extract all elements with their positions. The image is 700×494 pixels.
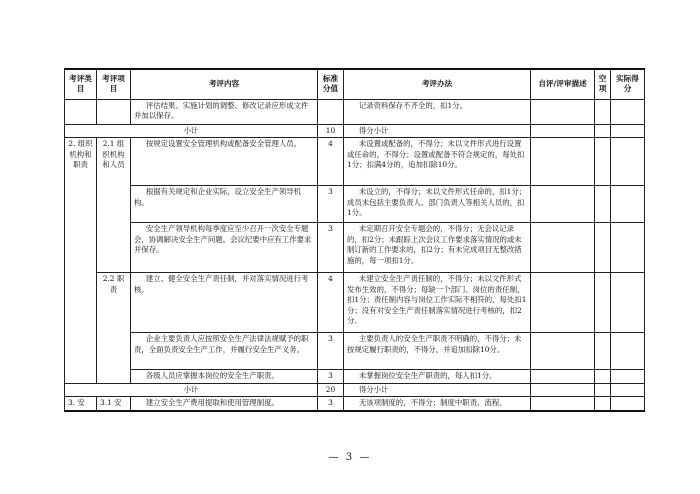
table-row	[65, 99, 645, 124]
score-cell: 3	[318, 397, 344, 411]
method-cell: 无该项制度的，不得分；制度中职责、流程、	[344, 397, 531, 411]
method-cell: 记录资料保存不齐全的，扣1分。	[344, 99, 531, 124]
score-cell: 4	[318, 273, 344, 333]
actual-score-cell	[611, 124, 645, 138]
header-item: 考评项目	[97, 69, 131, 99]
score-cell: 3	[318, 223, 344, 273]
subtotal-row	[65, 124, 645, 138]
actual-score-cell	[611, 397, 645, 411]
empty-cell	[595, 370, 611, 384]
header-category: 考评类目	[65, 69, 97, 99]
category-cell: 3. 安	[65, 397, 97, 411]
evaluation-table	[64, 68, 645, 412]
score-cell: 4	[318, 138, 344, 186]
content-cell: 建立、健全安全生产责任制，并对落实情况进行考核。	[131, 273, 318, 333]
self-evaluation-cell	[531, 370, 595, 384]
actual-score-cell	[611, 273, 645, 333]
item-cell	[97, 99, 131, 124]
empty-cell	[595, 124, 611, 138]
content-cell: 安全生产领导机构每季度应至少召开一次安全专题会，协调解决安全生产问题。会议纪要中应有工作要求并保存。	[131, 223, 318, 273]
self-evaluation-cell	[531, 273, 595, 333]
score-cell: 3	[318, 186, 344, 223]
self-evaluation-cell	[531, 99, 595, 124]
score-cell	[318, 99, 344, 124]
self-evaluation-cell	[531, 138, 595, 186]
empty-cell	[595, 333, 611, 370]
empty-cell	[595, 138, 611, 186]
subtotal-label: 小计	[65, 124, 318, 138]
empty-cell	[595, 223, 611, 273]
subtotal-score: 10	[318, 124, 344, 138]
header-method: 考评办法	[344, 69, 531, 99]
self-evaluation-cell	[531, 333, 595, 370]
category-cell: 2. 组织机构和职责	[65, 138, 97, 384]
method-cell: 未定期召开安全专题会的，不得分；无会议记录的，扣2分；未跟踪上次会议工作要求落实情况的或未制订新的工作要求的，扣2分；有未完成项目无整改措施的，每一项扣1分。	[344, 223, 531, 273]
self-evaluation-cell	[531, 383, 595, 397]
actual-score-cell	[611, 186, 645, 223]
table-row	[65, 397, 645, 411]
method-cell: 未掌握岗位安全生产职责的，每人扣1分。	[344, 370, 531, 384]
actual-score-cell	[611, 99, 645, 124]
table-row	[65, 223, 645, 273]
content-cell: 企业主要负责人应按照安全生产法律法规赋予的职责，全面负责安全生产工作，并履行安全生产义务。	[131, 333, 318, 370]
self-evaluation-cell	[531, 223, 595, 273]
actual-score-cell	[611, 383, 645, 397]
table-row	[65, 138, 645, 186]
header-self-evaluation: 自评/评审描述	[531, 69, 595, 99]
table-header-row	[65, 69, 645, 99]
subtotal-label: 小计	[65, 383, 318, 397]
subtotal-score: 20	[318, 383, 344, 397]
subtotal-row	[65, 383, 645, 397]
actual-score-cell	[611, 223, 645, 273]
table-row	[65, 333, 645, 370]
table-row	[65, 186, 645, 223]
subtotal-method: 得分小计	[344, 124, 531, 138]
self-evaluation-cell	[531, 186, 595, 223]
method-cell: 未建立安全生产责任制的，不得分；未以文件形式发布生效的，不得分；每缺一个部门、岗位的责任制，扣1分；责任制内容与岗位工作实际不相符的，每处扣1分；没有对安全生产责任制落实情况进行考核的，扣2分。	[344, 273, 531, 333]
item-cell: 2.2 职责	[97, 273, 131, 384]
content-cell: 根据有关规定和企业实际，设立安全生产领导机构。	[131, 186, 318, 223]
actual-score-cell	[611, 138, 645, 186]
table-row	[65, 370, 645, 384]
content-cell: 各级人员应掌握本岗位的安全生产职责。	[131, 370, 318, 384]
content-cell: 评估结果、实施计划的调整、修改记录应形成文件并加以保存。	[131, 99, 318, 124]
page-number: — 3 —	[328, 452, 372, 463]
empty-cell	[595, 186, 611, 223]
empty-cell	[595, 383, 611, 397]
self-evaluation-cell	[531, 124, 595, 138]
content-cell: 建立安全生产费用提取和使用管理制度。	[131, 397, 318, 411]
method-cell: 主要负责人的安全生产职责不明确的，不得分；未按规定履行职责的，不得分，并追加扣除10分。	[344, 333, 531, 370]
header-empty: 空项	[595, 69, 611, 99]
header-actual-score: 实际得分	[611, 69, 645, 99]
header-score: 标准分值	[318, 69, 344, 99]
item-cell: 3.1 安	[97, 397, 131, 411]
method-cell: 未设立的，不得分；未以文件形式任命的，扣1分；成员未包括主要负责人、部门负责人等相关人员的，扣1分。	[344, 186, 531, 223]
method-cell: 未设置或配备的，不得分；未以文件形式进行设置或任命的，不得分；设置或配备不符合规定的，每处扣1分；扣满4分的，追加扣除10分。	[344, 138, 531, 186]
actual-score-cell	[611, 333, 645, 370]
table-row	[65, 273, 645, 333]
score-cell: 3	[318, 370, 344, 384]
actual-score-cell	[611, 370, 645, 384]
item-cell: 2.1 组织机构和人员	[97, 138, 131, 273]
self-evaluation-cell	[531, 397, 595, 411]
empty-cell	[595, 99, 611, 124]
category-cell	[65, 99, 97, 124]
empty-cell	[595, 397, 611, 411]
score-cell: 3	[318, 333, 344, 370]
content-cell: 按规定设置安全管理机构或配备安全管理人员。	[131, 138, 318, 186]
subtotal-method: 得分小计	[344, 383, 531, 397]
header-content: 考评内容	[131, 69, 318, 99]
empty-cell	[595, 273, 611, 333]
